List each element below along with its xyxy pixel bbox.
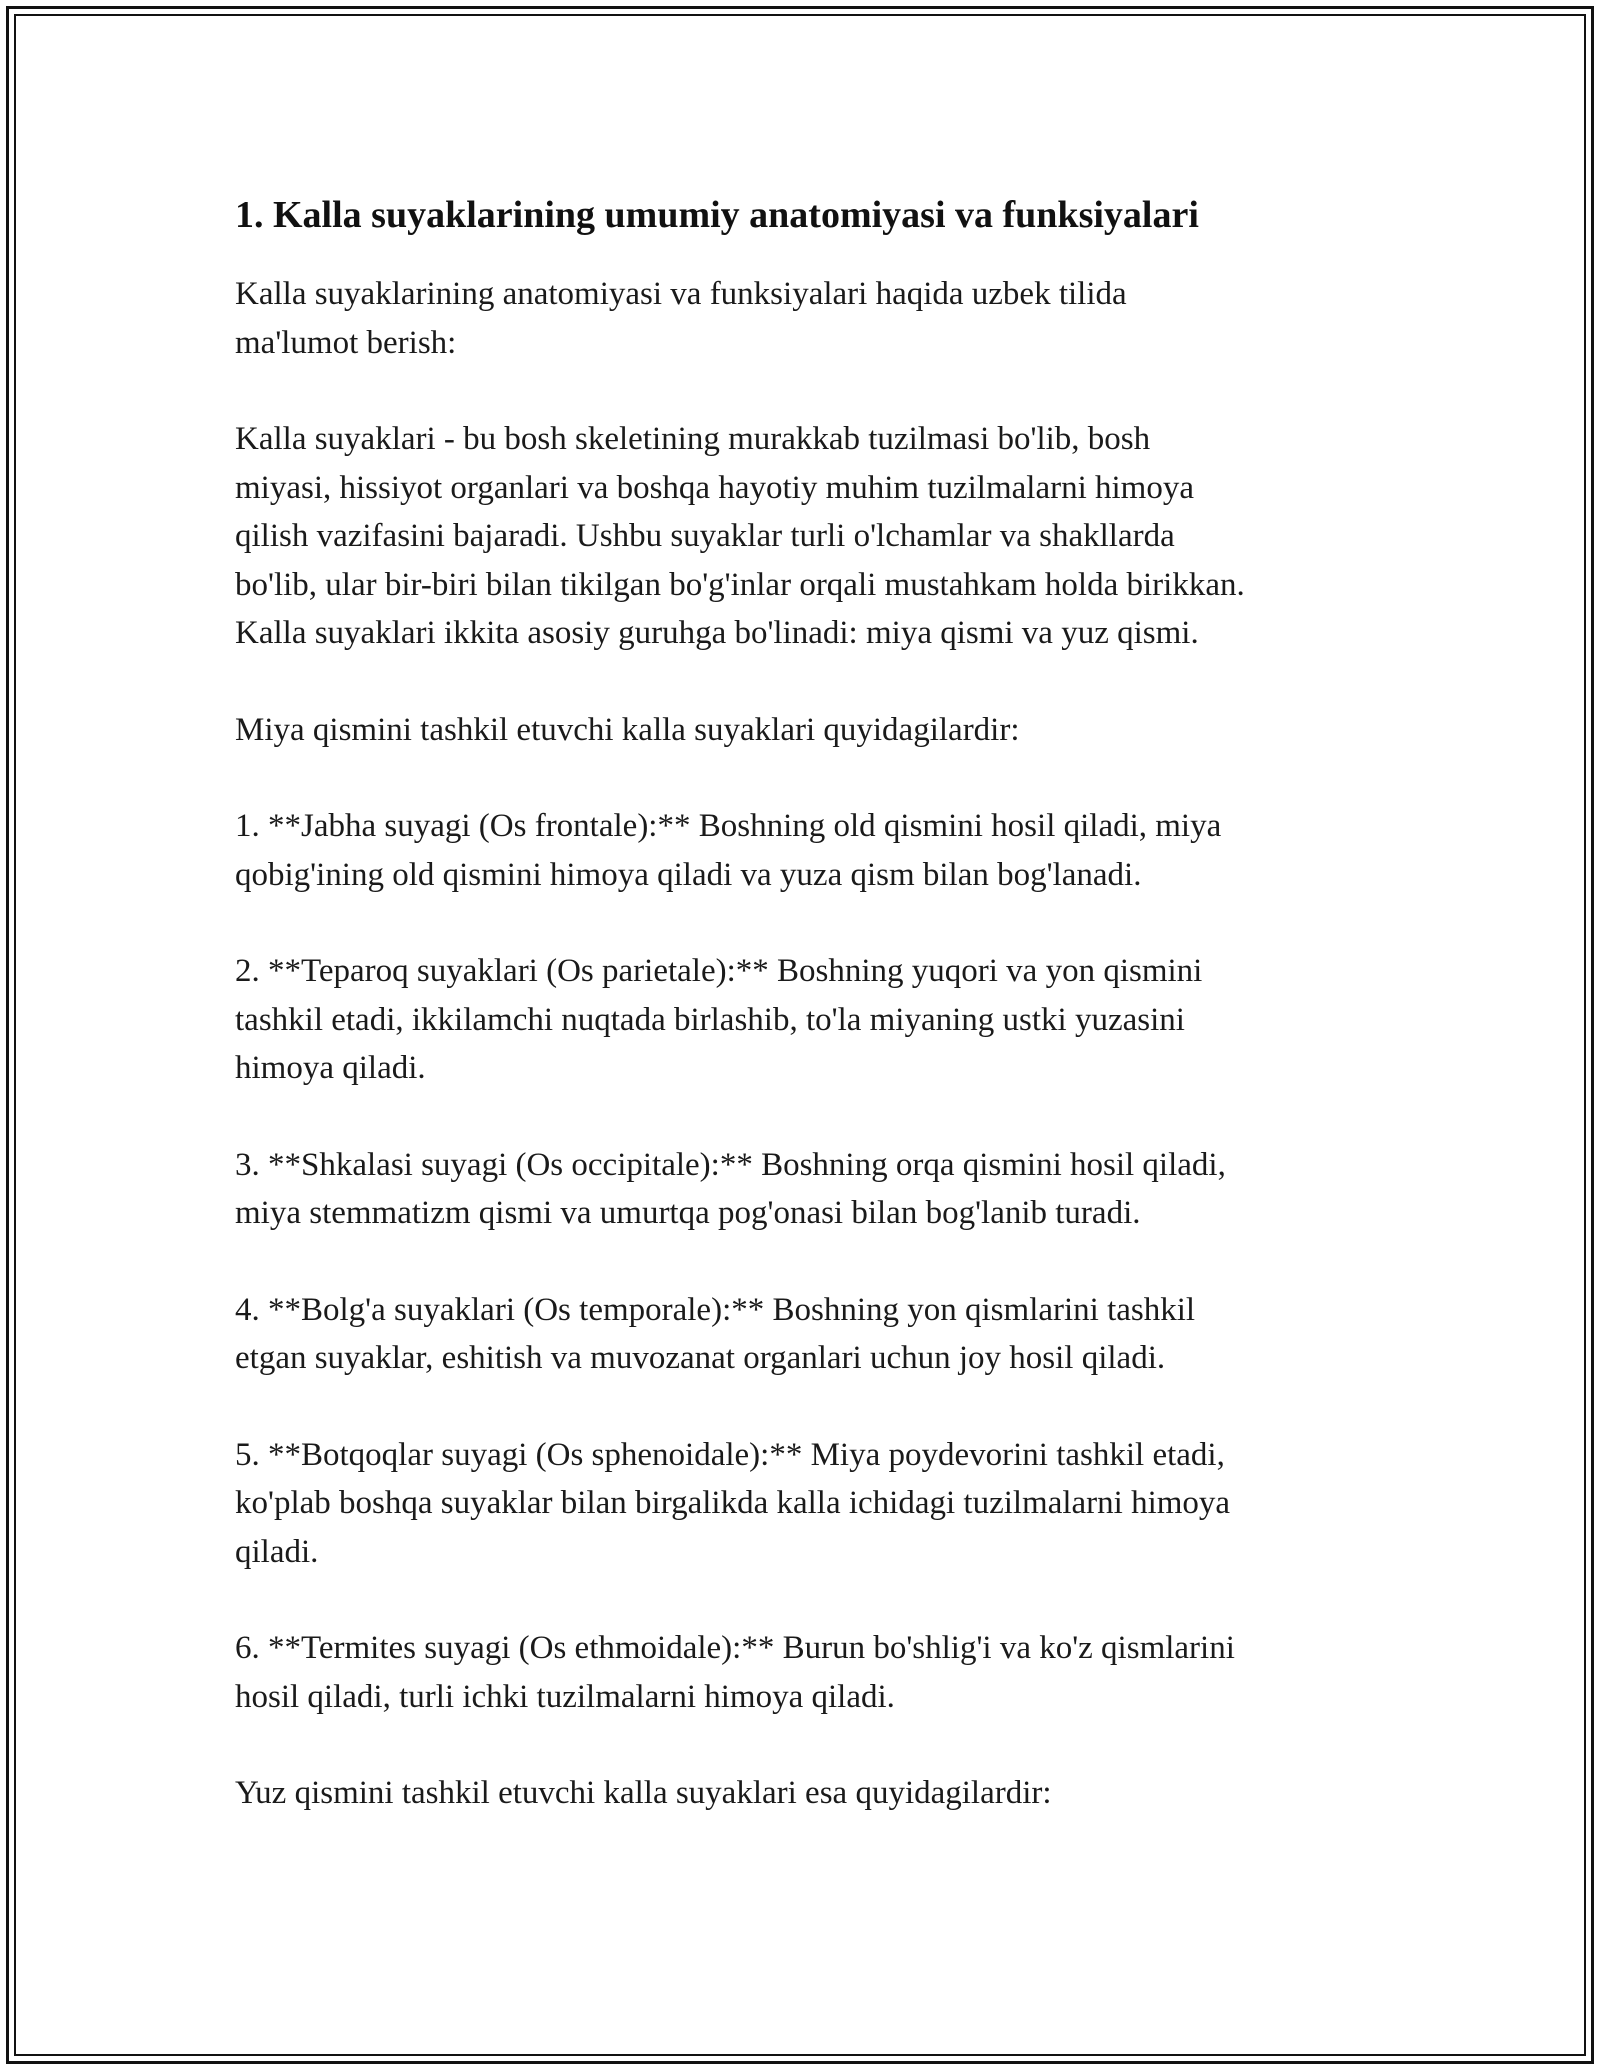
section-heading: 1. Kalla suyaklarining umumiy anatomiyasi va funksiyalari: [235, 194, 1199, 236]
intro-paragraph: Kalla suyaklarining anatomiyasi va funksiyalari haqida uzbek tilida ma'lumot berish:: [235, 276, 1127, 361]
overview-paragraph: Kalla suyaklari - bu bosh skeletining murakkab tuzilmasi bo'lib, bosh miyasi, hissiyot organlari va boshqa hayotiy muhim tuzilmalarni himoya qilish vazifasini bajaradi. Ushbu suyaklar turli o'lchamlar va shakllarda bo'lib, ular bir-biri bilan tikilgan bo'g'inlar orqali mustahkam holda birikkan. Kalla suyaklari ikkita asosiy guruhga bo'linadi: miya qismi va yuz qismi.: [235, 421, 1245, 651]
list-item-frontal-bone: 1. **Jabha suyagi (Os frontale):** Boshning old qismini hosil qiladi, miya qobig'ining old qismini himoya qiladi va yuza qism bilan bog'lanadi.: [235, 808, 1222, 893]
list-item-temporal-bone: 4. **Bolg'a suyaklari (Os temporale):** Boshning yon qismlarini tashkil etgan suyaklar, eshitish va muvozanat organlari uchun joy hosil qiladi.: [235, 1291, 1196, 1376]
cranial-bones-intro: Miya qismini tashkil etuvchi kalla suyaklari quyidagilardir:: [235, 711, 1020, 748]
list-item-occipital-bone: 3. **Shkalasi suyagi (Os occipitale):** Boshning orqa qismini hosil qiladi, miya stemmatizm qismi va umurtqa pog'onasi bilan bog'lanib turadi.: [235, 1146, 1226, 1231]
document-body: [235, 190, 1375, 1866]
list-item-parietal-bone: 2. **Teparoq suyaklari (Os parietale):** Boshning yuqori va yon qismini tashkil etadi, ikkilamchi nuqtada birlashib, to'la miyaning ustki yuzasini himoya qiladi.: [235, 953, 1203, 1086]
facial-bones-intro: Yuz qismini tashkil etuvchi kalla suyaklari esa quyidagilardir:: [235, 1775, 1052, 1811]
list-item-ethmoid-bone: 6. **Termites suyagi (Os ethmoidale):** Burun bo'shlig'i va ko'z qismlarini hosil qiladi, turli ichki tuzilmalarni himoya qiladi.: [235, 1630, 1235, 1715]
list-item-sphenoid-bone: 5. **Botqoqlar suyagi (Os sphenoidale):** Miya poydevorini tashkil etadi, ko'plab boshqa suyaklar bilan birgalikda kalla ichidagi tuzilmalarni himoya qiladi.: [235, 1436, 1231, 1570]
